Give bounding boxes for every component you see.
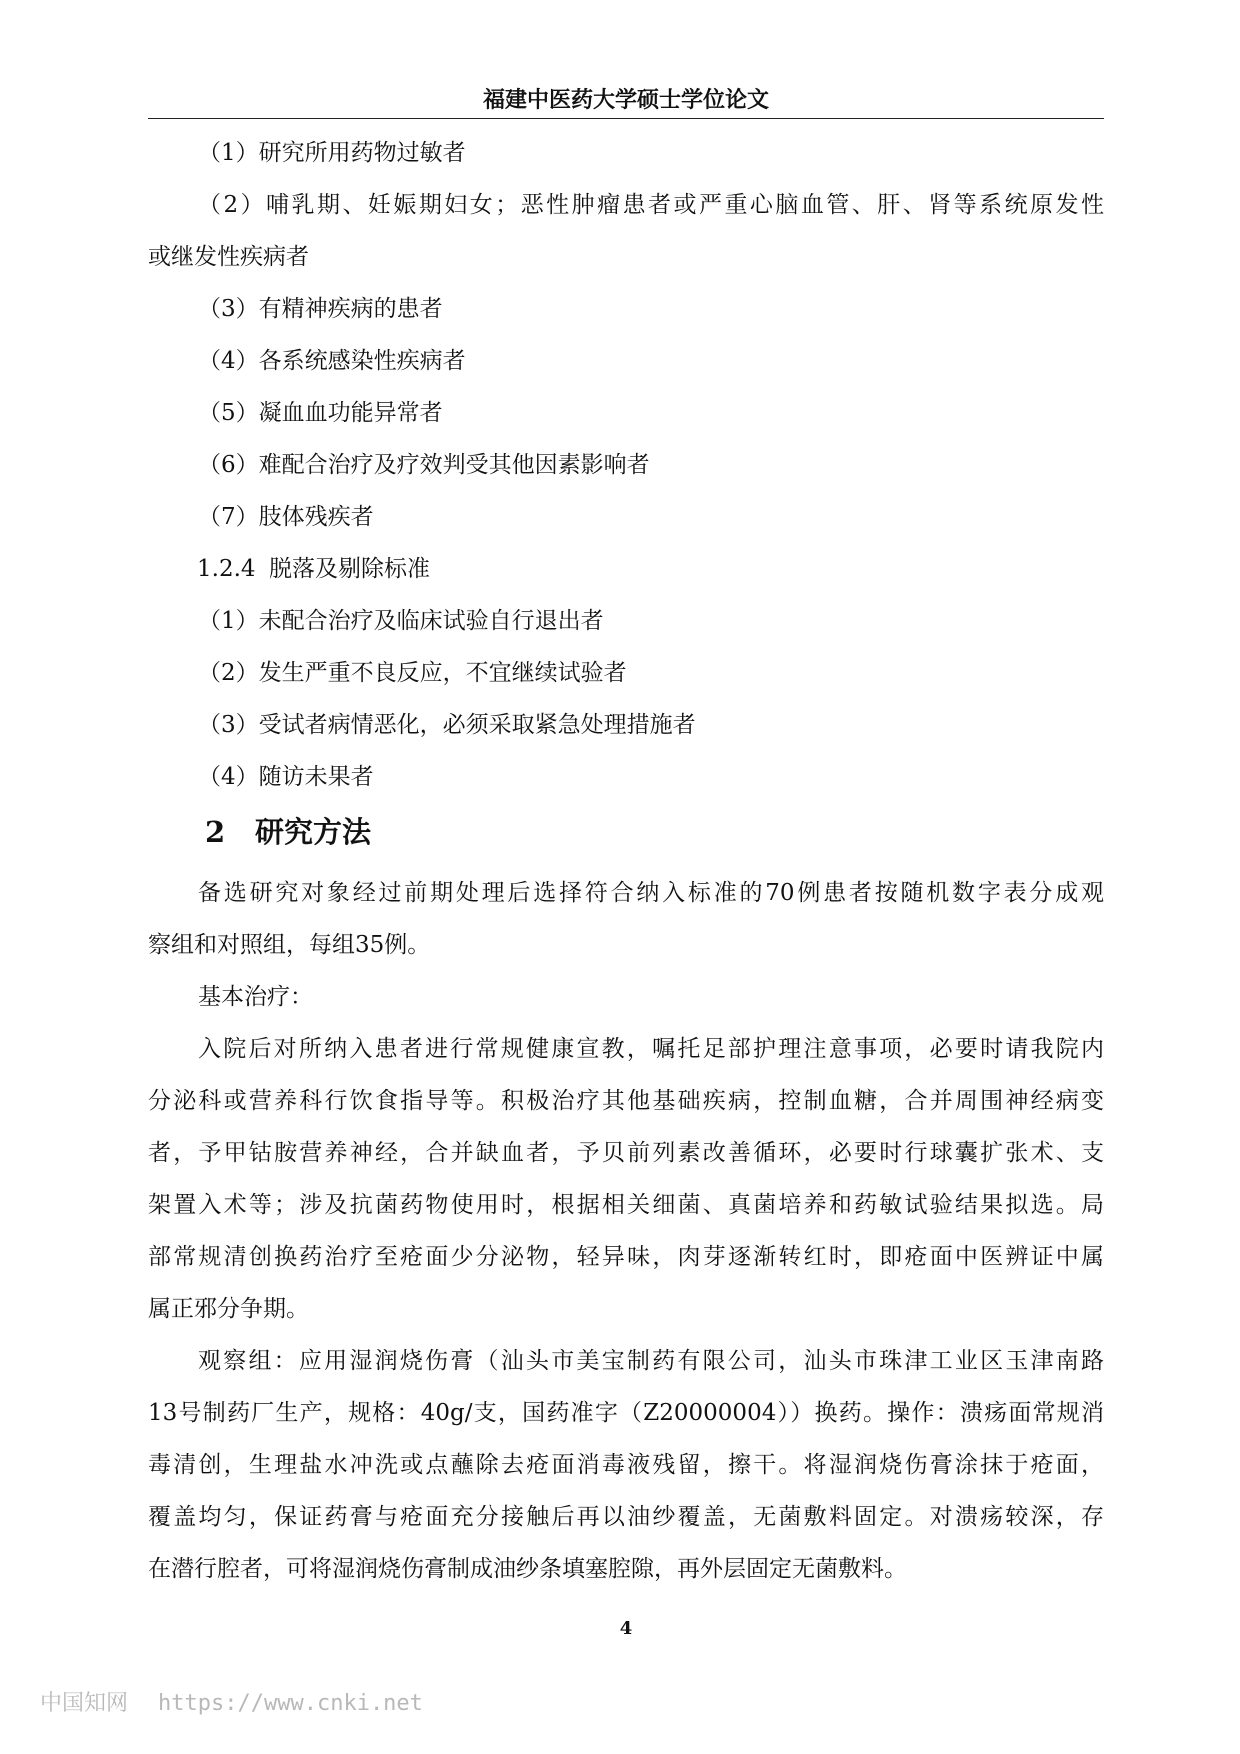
cnki-watermark xyxy=(40,1686,423,1717)
dropout-item-2: （2）发生严重不良反应，不宜继续试验者 xyxy=(198,660,627,686)
paragraph-4-line-3: 毒清创，生理盐水冲洗或点蘸除去疮面消毒液残留，擦干。将湿润烧伤膏涂抹于疮面， xyxy=(148,1452,1104,1478)
paragraph-3-line-4: 架置入术等；涉及抗菌药物使用时，根据相关细菌、真菌培养和药敏试验结果拟选。局 xyxy=(148,1192,1104,1218)
paragraph-3-line-2: 分泌科或营养科行饮食指导等。积极治疗其他基础疾病，控制血糖，合并周围神经病变 xyxy=(148,1088,1104,1114)
dropout-item-1: （1）未配合治疗及临床试验自行退出者 xyxy=(198,608,604,634)
exclusion-item-4: （4）各系统感染性疾病者 xyxy=(198,348,466,374)
paragraph-4-line-5: 在潜行腔者，可将湿润烧伤膏制成油纱条填塞腔隙，再外层固定无菌敷料。 xyxy=(148,1556,907,1582)
paragraph-4-line-1: 观察组：应用湿润烧伤膏（汕头市美宝制药有限公司，汕头市珠津工业区玉津南路 xyxy=(198,1348,1104,1374)
page-number: 4 xyxy=(619,1618,633,1639)
section-number: 2 xyxy=(205,815,226,849)
subsection-title: 脱落及剔除标准 xyxy=(269,556,430,582)
exclusion-item-2-continued: 或继发性疾病者 xyxy=(148,244,309,270)
exclusion-item-7: （7）肢体残疾者 xyxy=(198,504,374,530)
paragraph-2: 基本治疗： xyxy=(198,984,313,1010)
exclusion-item-1: （1）研究所用药物过敏者 xyxy=(198,140,466,166)
exclusion-item-6: （6）难配合治疗及疗效判受其他因素影响者 xyxy=(198,452,650,478)
section-title: 研究方法 xyxy=(255,815,372,849)
paragraph-3-line-5: 部常规清创换药治疗至疮面少分泌物，轻异味，肉芽逐渐转红时，即疮面中医辨证中属 xyxy=(148,1244,1104,1270)
paragraph-1-line-1: 备选研究对象经过前期处理后选择符合纳入标准的70例患者按随机数字表分成观 xyxy=(198,880,1104,906)
watermark-url: https://www.cnki.net xyxy=(158,1691,423,1716)
exclusion-item-3: （3）有精神疾病的患者 xyxy=(198,296,443,322)
subsection-number: 1.2.4 xyxy=(197,556,256,582)
exclusion-item-2: （2）哺乳期、妊娠期妇女；恶性肿瘤患者或严重心脑血管、肝、肾等系统原发性 xyxy=(198,192,1104,218)
paragraph-1-line-2: 察组和对照组，每组35例。 xyxy=(148,932,431,958)
dropout-item-4: （4）随访未果者 xyxy=(198,764,374,790)
paragraph-4-line-4: 覆盖均匀，保证药膏与疮面充分接触后再以油纱覆盖，无菌敷料固定。对溃疡较深，存 xyxy=(148,1504,1104,1530)
dropout-item-3: （3）受试者病情恶化，必须采取紧急处理措施者 xyxy=(198,712,696,738)
exclusion-item-5: （5）凝血血功能异常者 xyxy=(198,400,443,426)
paragraph-3-line-6: 属正邪分争期。 xyxy=(148,1296,309,1322)
header-rule xyxy=(148,118,1104,119)
paragraph-4-line-2: 13号制药厂生产，规格：40g/支，国药准字（Z20000004））换药。操作：溃疡面常规消 xyxy=(148,1400,1104,1426)
paragraph-3-line-3: 者，予甲钴胺营养神经，合并缺血者，予贝前列素改善循环，必要时行球囊扩张术、支 xyxy=(148,1140,1104,1166)
paragraph-3-line-1: 入院后对所纳入患者进行常规健康宣教，嘱托足部护理注意事项，必要时请我院内 xyxy=(198,1036,1104,1062)
running-header: 福建中医药大学硕士学位论文 xyxy=(482,87,769,113)
section-heading xyxy=(205,814,371,850)
watermark-brand: 中国知网 xyxy=(40,1691,129,1716)
subsection-heading xyxy=(197,554,430,584)
